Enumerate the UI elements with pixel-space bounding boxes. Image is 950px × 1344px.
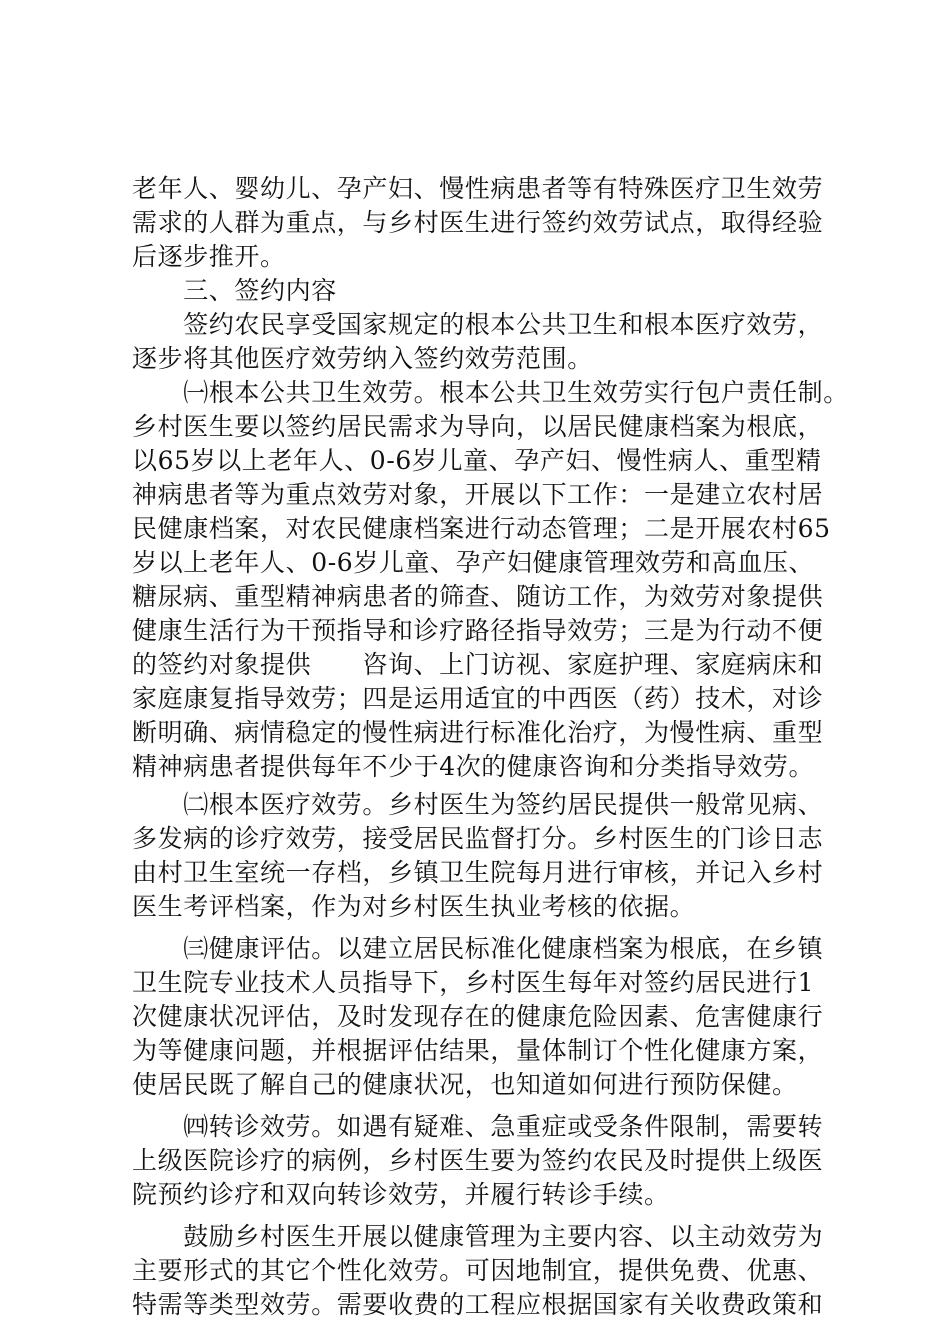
- text-line: 院预约诊疗和双向转诊效劳，并履行转诊手续。: [132, 1180, 670, 1209]
- text-line: 老年人、婴幼儿、孕产妇、慢性病患者等有特殊医疗卫生效劳: [132, 174, 824, 203]
- text-line: 健康生活行为干预指导和诊疗路径指导效劳；三是为行动不便: [132, 616, 824, 645]
- text-line: 民健康档案，对农民健康档案进行动态管理；二是开展农村65: [132, 514, 831, 543]
- text-line: 签约农民享受国家规定的根本公共卫生和根本医疗效劳，: [132, 310, 824, 339]
- text-line: 由村卫生室统一存档，乡镇卫生院每月进行审核，并记入乡村: [132, 858, 824, 887]
- text-line: 神病患者等为重点效劳对象，开展以下工作：一是建立农村居: [132, 480, 824, 509]
- text-line: 主要形式的其它个性化效劳。可因地制宜，提供免费、优惠、: [132, 1256, 824, 1285]
- text-line: ㈣转诊效劳。如遇有疑难、急重症或受条件限制，需要转: [132, 1112, 824, 1141]
- text-line: 上级医院诊疗的病例，乡村医生要为签约农民及时提供上级医: [132, 1146, 824, 1175]
- text-line: 逐步将其他医疗效劳纳入签约效劳范围。: [132, 344, 593, 373]
- text-line: 家庭康复指导效劳；四是运用适宜的中西医（药）技术，对诊: [132, 684, 824, 713]
- text-line: 特需等类型效劳。需要收费的工程应根据国家有关收费政策和: [132, 1290, 824, 1319]
- text-line: 使居民既了解自己的健康状况，也知道如何进行预防保健。: [132, 1070, 798, 1099]
- section-heading: 三、签约内容: [132, 276, 337, 305]
- text-line: ㈠根本公共卫生效劳。根本公共卫生效劳实行包户责任制。: [132, 378, 849, 407]
- text-line: 次健康状况评估，及时发现存在的健康危险因素、危害健康行: [132, 1002, 824, 1031]
- text-line: 鼓励乡村医生开展以健康管理为主要内容、以主动效劳为: [132, 1222, 824, 1251]
- text-line: 后逐步推开。: [132, 242, 286, 271]
- text-line: 多发病的诊疗效劳，接受居民监督打分。乡村医生的门诊日志: [132, 824, 824, 853]
- text-line: ㈡根本医疗效劳。乡村医生为签约居民提供一般常见病、: [132, 790, 824, 819]
- text-line: 以65岁以上老年人、0-6岁儿童、孕产妇、慢性病人、重型精: [132, 446, 822, 475]
- text-line: 卫生院专业技术人员指导下，乡村医生每年对签约居民进行1: [132, 968, 815, 997]
- text-line: 需求的人群为重点，与乡村医生进行签约效劳试点，取得经验: [132, 208, 824, 237]
- text-line: 断明确、病情稳定的慢性病进行标准化治疗，为慢性病、重型: [132, 718, 824, 747]
- text-line: 为等健康问题，并根据评估结果，量体制订个性化健康方案，: [132, 1036, 824, 1065]
- text-line: 精神病患者提供每年不少于4次的健康咨询和分类指导效劳。: [132, 752, 815, 781]
- text-line: ㈢健康评估。以建立居民标准化健康档案为根底，在乡镇: [132, 934, 824, 963]
- text-line: 乡村医生要以签约居民需求为导向，以居民健康档案为根底，: [132, 412, 824, 441]
- text-line: 医生考评档案，作为对乡村医生执业考核的依据。: [132, 892, 696, 921]
- text-line: 的签约对象提供 咨询、上门访视、家庭护理、家庭病床和: [132, 650, 824, 679]
- text-line: 糖尿病、重型精神病患者的筛查、随访工作，为效劳对象提供: [132, 582, 824, 611]
- document-body: [132, 172, 849, 1322]
- text-line: 岁以上老年人、0-6岁儿童、孕产妇健康管理效劳和高血压、: [132, 548, 815, 577]
